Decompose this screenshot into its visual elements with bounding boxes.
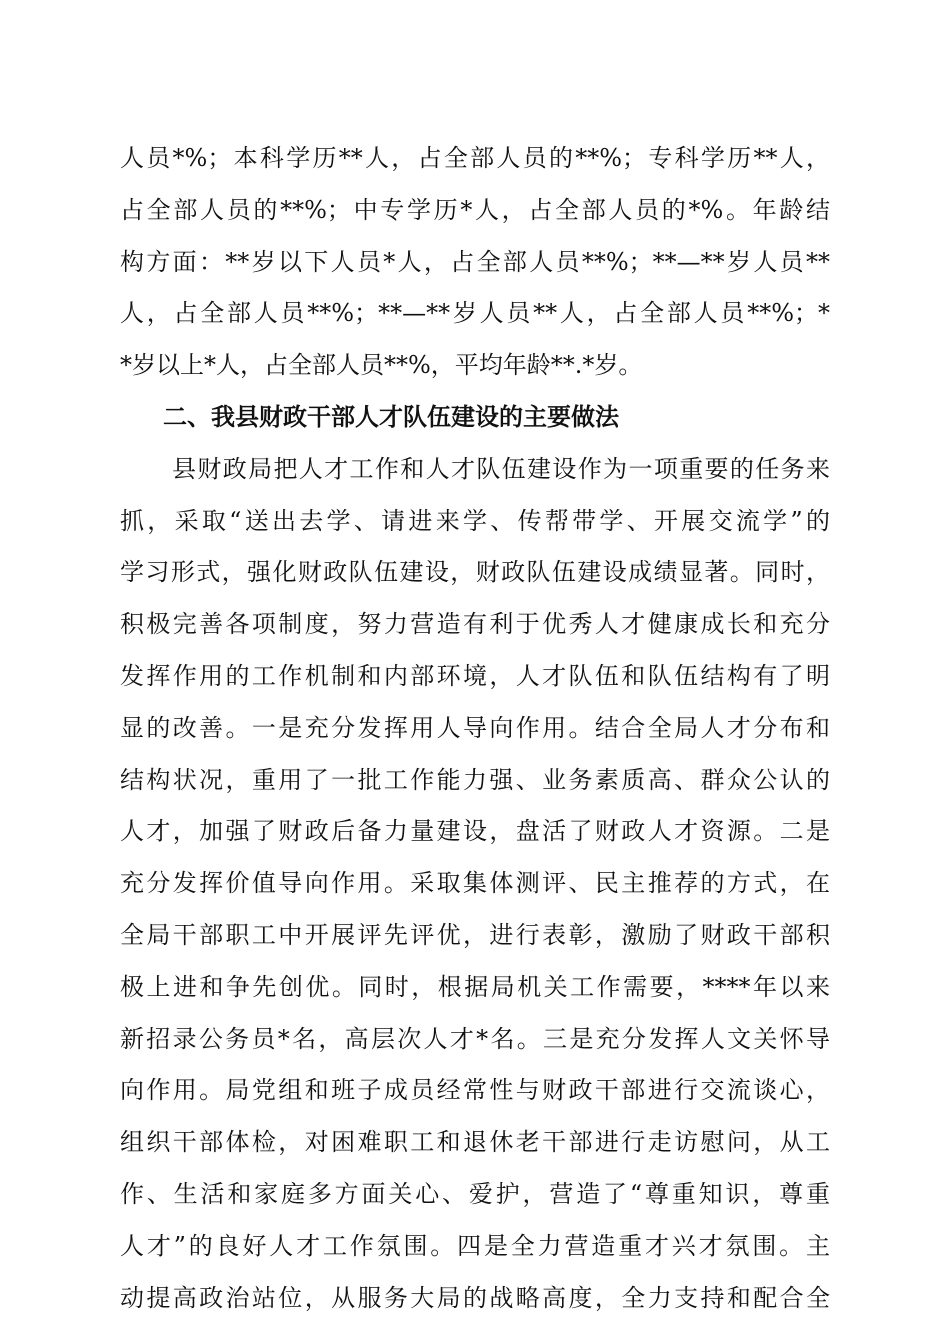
text-line: 作、生活和家庭多方面关心、爱护，营造了“尊重知识，尊重 (120, 1179, 830, 1208)
text-line: 极上进和争先创优。同时，根据局机关工作需要，****年以来 (120, 972, 830, 1001)
text-line: 积极完善各项制度，努力营造有利于优秀人才健康成长和充分 (120, 610, 830, 639)
text-line: 抓，采取“送出去学、请进来学、传帮带学、开展交流学”的 (120, 506, 830, 535)
text-line: 动提高政治站位，从服务大局的战略高度，全力支持和配合全 (120, 1283, 830, 1312)
text-line: 发挥作用的工作机制和内部环境，人才队伍和队伍结构有了明 (120, 661, 830, 690)
text-line: 显的改善。一是充分发挥用人导向作用。结合全局人才分布和 (120, 713, 830, 742)
text-line: 新招录公务员*名，高层次人才*名。三是充分发挥人文关怀导 (120, 1024, 830, 1053)
text-line: 人，占全部人员**%；**—**岁人员**人，占全部人员**%；* (120, 299, 830, 328)
text-line: 结构状况，重用了一批工作能力强、业务素质高、群众公认的 (120, 765, 830, 794)
text-line: 组织干部体检，对困难职工和退休老干部进行走访慰问，从工 (120, 1128, 830, 1157)
text-line: 学习形式，强化财政队伍建设，财政队伍建设成绩显著。同时， (120, 558, 830, 587)
paragraph-main (120, 444, 830, 1325)
text-line: *岁以上*人，占全部人员**%，平均年龄**.*岁。 (120, 351, 643, 380)
text-line: 构方面：**岁以下人员*人，占全部人员**%；**—**岁人员** (120, 247, 830, 276)
paragraph-continuation (120, 133, 830, 392)
text-line: 人才”的良好人才工作氛围。四是全力营造重才兴才氛围。主 (120, 1231, 830, 1260)
text-line: 人才，加强了财政后备力量建设，盘活了财政人才资源。二是 (120, 817, 830, 846)
text-line: 占全部人员的**%；中专学历*人，占全部人员的*%。年龄结 (120, 195, 830, 224)
document-body (120, 133, 830, 1324)
section-heading: 二、我县财政干部人才队伍建设的主要做法 (163, 402, 619, 431)
text-line: 全局干部职工中开展评先评优，进行表彰，激励了财政干部积 (120, 920, 830, 949)
text-line: 向作用。局党组和班子成员经常性与财政干部进行交流谈心， (120, 1076, 830, 1105)
text-line: 充分发挥价值导向作用。采取集体测评、民主推荐的方式，在 (120, 869, 830, 898)
text-line: 人员*%；本科学历**人，占全部人员的**%；专科学历**人， (120, 144, 830, 172)
text-line: 县财政局把人才工作和人才队伍建设作为一项重要的任务来 (172, 454, 830, 483)
